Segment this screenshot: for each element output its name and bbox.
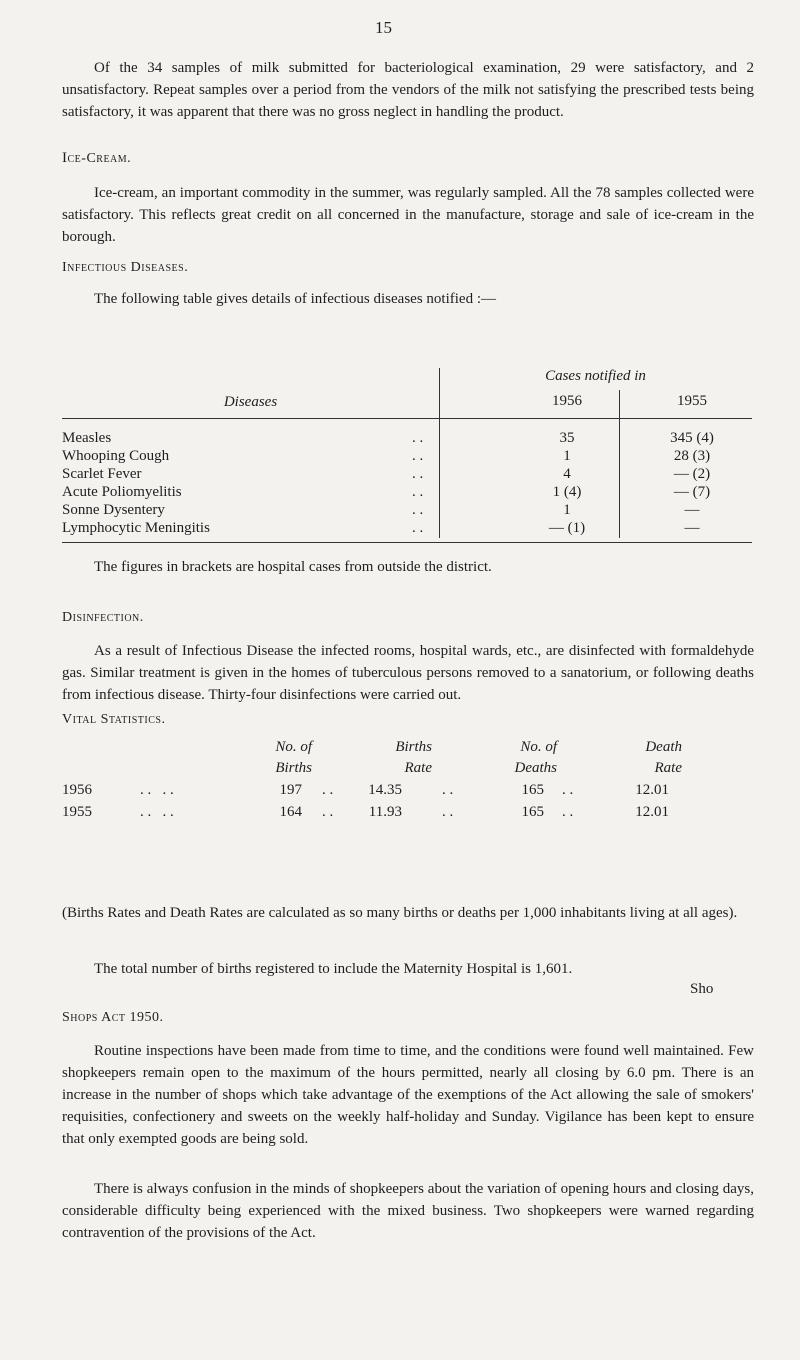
page-number: 15 — [375, 18, 392, 37]
ice-cream-heading-initial: I — [62, 150, 68, 166]
cases-1956: 4 — [563, 466, 571, 482]
cases-1956: 1 — [563, 502, 571, 518]
death-rate: 12.01 — [635, 782, 669, 798]
cases-1956: 35 — [559, 430, 575, 446]
vital-statistics-heading: Vital Statistics. — [62, 712, 166, 727]
cases-1956: — (1) — [548, 520, 586, 536]
births-rate: 11.93 — [368, 804, 402, 820]
leader-dots: . . . . — [140, 782, 174, 798]
infectious-intro: The following table gives details of infectious diseases notified :— — [94, 291, 496, 307]
leader-dots: . . — [412, 430, 424, 446]
leader-dots: . . — [412, 502, 424, 518]
year: 1955 — [62, 804, 92, 820]
shops-paragraph-1: Routine inspections have been made from time to time, and the conditions were found well maintained. Few shopkeepers remain open to the maximum of the hours permitted, nearly all closing by 6.0 pm. There is an increase in the number of shops which take advantage of the exemptions of the Act allowing the sale of smokers' requisities, confectionery and sweets on the weekly half-holiday and Sunday. Vigilance has been kept to ensure that only exempted goods are being sold. — [62, 1043, 754, 1147]
cases-1955: 345 (4) — [670, 430, 714, 446]
leader-dots: . . — [322, 804, 334, 820]
header-line: Rate — [654, 760, 682, 776]
table-row — [62, 502, 752, 522]
births-count: 164 — [279, 804, 302, 820]
header-line: Deaths — [514, 760, 557, 776]
table-row — [62, 448, 752, 468]
cases-1955: 28 (3) — [673, 448, 711, 464]
disease-name: Acute Poliomyelitis — [62, 484, 182, 500]
shops-act-heading: Shops Act 1950. — [62, 1010, 164, 1025]
header-diseases: Diseases — [223, 394, 278, 410]
leader-dots: . . — [322, 782, 334, 798]
header-line: No. of — [275, 739, 312, 755]
deaths-count: 165 — [521, 782, 544, 798]
disease-name: Measles — [62, 430, 112, 446]
shops-paragraph-2: There is always confusion in the minds of shopkeepers about the variation of opening hours and closing days, considerable difficulty being experienced with the mixed business. Two shopkeepers were warned regarding contravention of the provisions of the Act. — [62, 1181, 754, 1241]
leader-dots: . . — [562, 804, 574, 820]
catchword: Sho — [690, 981, 714, 997]
milk-paragraph: Of the 34 samples of milk submitted for bacteriological examination, 29 were satisfactory, and 2 unsatisfactory. Repeat samples over a period from the vendors of the milk not satisfying the prescribed tests being satisfactory, it was apparent that there was no gross neglect in handling the product. — [62, 60, 754, 120]
ice-cream-paragraph: Ice-cream, an important commodity in the summer, was regularly sampled. All the 78 samples collected were satisfactory. This reflects great credit on all concerned in the manufacture, storage and sale of ice-cream in the borough. — [62, 185, 754, 245]
cases-1955: — (2) — [673, 466, 711, 482]
table-row — [62, 484, 752, 504]
table-row — [62, 804, 762, 826]
disinfection-heading: Disinfection. — [62, 610, 144, 625]
header-line: Births — [395, 739, 432, 755]
leader-dots: . . . . — [140, 804, 174, 820]
header-line: Births — [275, 760, 312, 776]
header-no-of-deaths — [472, 737, 557, 779]
disease-name: Whooping Cough — [62, 448, 170, 464]
header-death-rate — [592, 737, 682, 779]
header-births-rate — [352, 737, 432, 779]
table-row — [62, 430, 752, 450]
disinfection-paragraph: As a result of Infectious Disease the infected rooms, hospital wards, etc., are disinfected with formaldehyde gas. Similar treatment is given in the homes of tuberculous persons removed to a sanatorium, or following deaths from infectious disease. Thirty-four disinfections were carried out. — [62, 643, 754, 703]
deaths-count: 165 — [521, 804, 544, 820]
table-rule-bottom — [62, 542, 752, 543]
header-year-1956: 1956 — [552, 393, 582, 409]
disease-name: Sonne Dysentery — [62, 502, 165, 518]
infectious-heading: Infectious Diseases. — [62, 260, 189, 275]
disease-name: Scarlet Fever — [62, 466, 142, 482]
table-rule-top — [62, 418, 752, 419]
death-rate: 12.01 — [635, 804, 669, 820]
leader-dots: . . — [412, 484, 424, 500]
cases-1955: — — [684, 502, 700, 518]
cases-1956: 1 — [563, 448, 571, 464]
leader-dots: . . — [412, 448, 424, 464]
table-row — [62, 520, 752, 540]
header-no-of-births — [232, 737, 312, 779]
rates-note: (Births Rates and Death Rates are calculated as so many births or deaths per 1,000 inhabitants living at all ages). — [62, 905, 738, 921]
leader-dots: . . — [562, 782, 574, 798]
total-births: The total number of births registered to include the Maternity Hospital is 1,601. — [94, 961, 573, 977]
cases-1956: 1 (4) — [552, 484, 582, 500]
ice-cream-heading-rest: ce-Cream. — [67, 151, 132, 166]
disease-name: Lymphocytic Meningitis — [62, 520, 210, 536]
births-count: 197 — [279, 782, 302, 798]
table-row — [62, 466, 752, 486]
cases-1955: — — [684, 520, 700, 536]
header-line: Death — [645, 739, 682, 755]
leader-dots: . . — [412, 520, 424, 536]
header-cases-notified: Cases notified in — [545, 368, 646, 384]
births-rate: 14.35 — [368, 782, 402, 798]
header-year-1955: 1955 — [677, 393, 707, 409]
ice-cream-heading — [62, 150, 131, 167]
header-line: No. of — [520, 739, 557, 755]
leader-dots: . . — [442, 782, 454, 798]
cases-1955: — (7) — [673, 484, 711, 500]
leader-dots: . . — [442, 804, 454, 820]
header-line: Rate — [404, 760, 432, 776]
table-row — [62, 782, 762, 804]
year: 1956 — [62, 782, 92, 798]
leader-dots: . . — [412, 466, 424, 482]
table-note: The figures in brackets are hospital cases from outside the district. — [94, 559, 492, 575]
